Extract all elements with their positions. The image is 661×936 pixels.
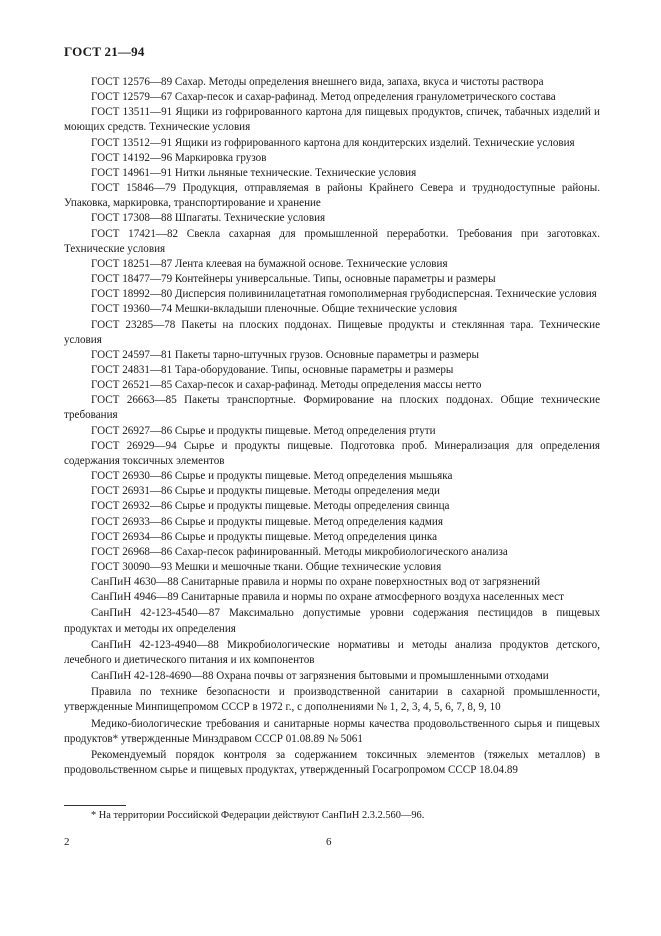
list-item: СанПиН 4946—89 Санитарные правила и нормы по охране атмосферного воздуха населенных мест: [91, 591, 564, 604]
list-item: ГОСТ 23285—78 Пакеты на плоских поддонах. Пищевые продукты и стеклянная тара. Технические условия: [64, 318, 600, 346]
list-item: СанПиН 42-123-4540—87 Максимально допустимые уровни содержания пестицидов в пищевых продуктах и методы их определения: [64, 607, 600, 635]
list-item: ГОСТ 17421—82 Свекла сахарная для промышленной переработки. Требования при заготовках. Технические условия: [64, 227, 600, 255]
page-number-left: 2: [64, 836, 70, 848]
list-item: СанПиН 4630—88 Санитарные правила и нормы по охране поверхностных вод от загрязнений: [91, 576, 541, 589]
list-item: ГОСТ 19360—74 Мешки-вкладыши пленочные. Общие технические условия: [91, 303, 458, 316]
list-item: ГОСТ 24831—81 Тара-оборудование. Типы, основные параметры и размеры: [91, 363, 454, 376]
list-item: СанПиН 42-128-4690—88 Охрана почвы от загрязнения бытовыми и промышленными отходами: [91, 670, 549, 683]
list-item: ГОСТ 12576—89 Сахар. Методы определения внешнего вида, запаха, вкуса и чистоты раствора: [91, 76, 544, 88]
list-item: ГОСТ 13511—91 Ящики из гофрированного картона для пищевых продуктов, спичек, табачных изделий и моющих средств. Технические условия: [64, 106, 600, 134]
body-paragraph: Медико-биологические требования и санитарные нормы качества продовольственного сырья и пищевых продуктов* утвержденные Минздравом СССР 01.08.89 № 5061: [64, 717, 600, 745]
list-item: ГОСТ 18992—80 Дисперсия поливинилацетатная гомополимерная грубодисперсная. Технические условия: [91, 288, 597, 301]
page-number-center: 6: [326, 836, 332, 848]
references-list: [64, 75, 600, 778]
list-item: ГОСТ 26934—86 Сырье и продукты пищевые. Метод определения цинка: [91, 530, 438, 543]
list-item: ГОСТ 26932—86 Сырье и продукты пищевые. Методы определения свинца: [91, 500, 450, 513]
list-item: ГОСТ 26927—86 Сырье и продукты пищевые. Метод определения ртути: [91, 424, 436, 437]
list-item: ГОСТ 13512—91 Ящики из гофрированного картона для кондитерских изделий. Технические условия: [91, 136, 575, 149]
list-item: ГОСТ 17308—88 Шпагаты. Технические условия: [91, 212, 326, 225]
body-paragraph: Правила по технике безопасности и производственной санитарии в сахарной промышленности, утвержденные Минпищепромом СССР в 1972 г., с дополнениями № 1, 2, 3, 4, 5, 6, 7, 8, 9, 10: [64, 686, 600, 714]
footnote-divider: [64, 805, 126, 806]
body-paragraph: Рекомендуемый порядок контроля за содержанием токсичных элементов (тяжелых металлов) в продовольственном сырье и пищевых продуктах, утвержденный Госагропромом СССР 18.04.89: [64, 748, 600, 777]
footnote: * На территории Российской Федерации действуют СанПиН 2.3.2.560—96.: [91, 810, 425, 821]
list-item: ГОСТ 30090—93 Мешки и мешочные ткани. Общие технические условия: [91, 561, 442, 573]
list-item: ГОСТ 26521—85 Сахар-песок и сахар-рафинад. Методы определения массы нетто: [91, 379, 482, 392]
list-item: ГОСТ 26929—94 Сырье и продукты пищевые. Подготовка проб. Минерализация для определения содержания токсичных элементов: [64, 439, 600, 467]
document-header: ГОСТ 21—94: [64, 44, 145, 59]
list-item: ГОСТ 12579—67 Сахар-песок и сахар-рафинад. Метод определения гранулометрического состава: [91, 91, 556, 104]
list-item: ГОСТ 26931—86 Сырье и продукты пищевые. Методы определения меди: [91, 485, 440, 498]
list-item: СанПиН 42-123-4940—88 Микробиологические нормативы и методы анализа продуктов детского, лечебного и диетического питания и их компонентов: [64, 638, 600, 666]
list-item: ГОСТ 15846—79 Продукция, отправляемая в районы Крайнего Севера и труднодоступные районы. Упаковка, маркировка, транспортирование и хранение: [64, 182, 600, 210]
list-item: ГОСТ 14961—91 Нитки льняные технические. Технические условия: [91, 166, 417, 179]
list-item: ГОСТ 26968—86 Сахар-песок рафинированный. Методы микробиологического анализа: [91, 545, 508, 558]
list-item: ГОСТ 26933—86 Сырье и продукты пищевые. Метод определения кадмия: [91, 515, 443, 528]
list-item: ГОСТ 18477—79 Контейнеры универсальные. Типы, основные параметры и размеры: [91, 273, 496, 286]
list-item: ГОСТ 18251—87 Лента клеевая на бумажной основе. Технические условия: [91, 257, 448, 270]
list-item: ГОСТ 26930—86 Сырье и продукты пищевые. Метод определения мышьяка: [91, 470, 453, 483]
list-item: ГОСТ 14192—96 Маркировка грузов: [91, 151, 267, 164]
list-item: ГОСТ 24597—81 Пакеты тарно-штучных грузов. Основные параметры и размеры: [91, 348, 479, 361]
list-item: ГОСТ 26663—85 Пакеты транспортные. Формирование на плоских поддонах. Общие технические требования: [64, 394, 600, 422]
